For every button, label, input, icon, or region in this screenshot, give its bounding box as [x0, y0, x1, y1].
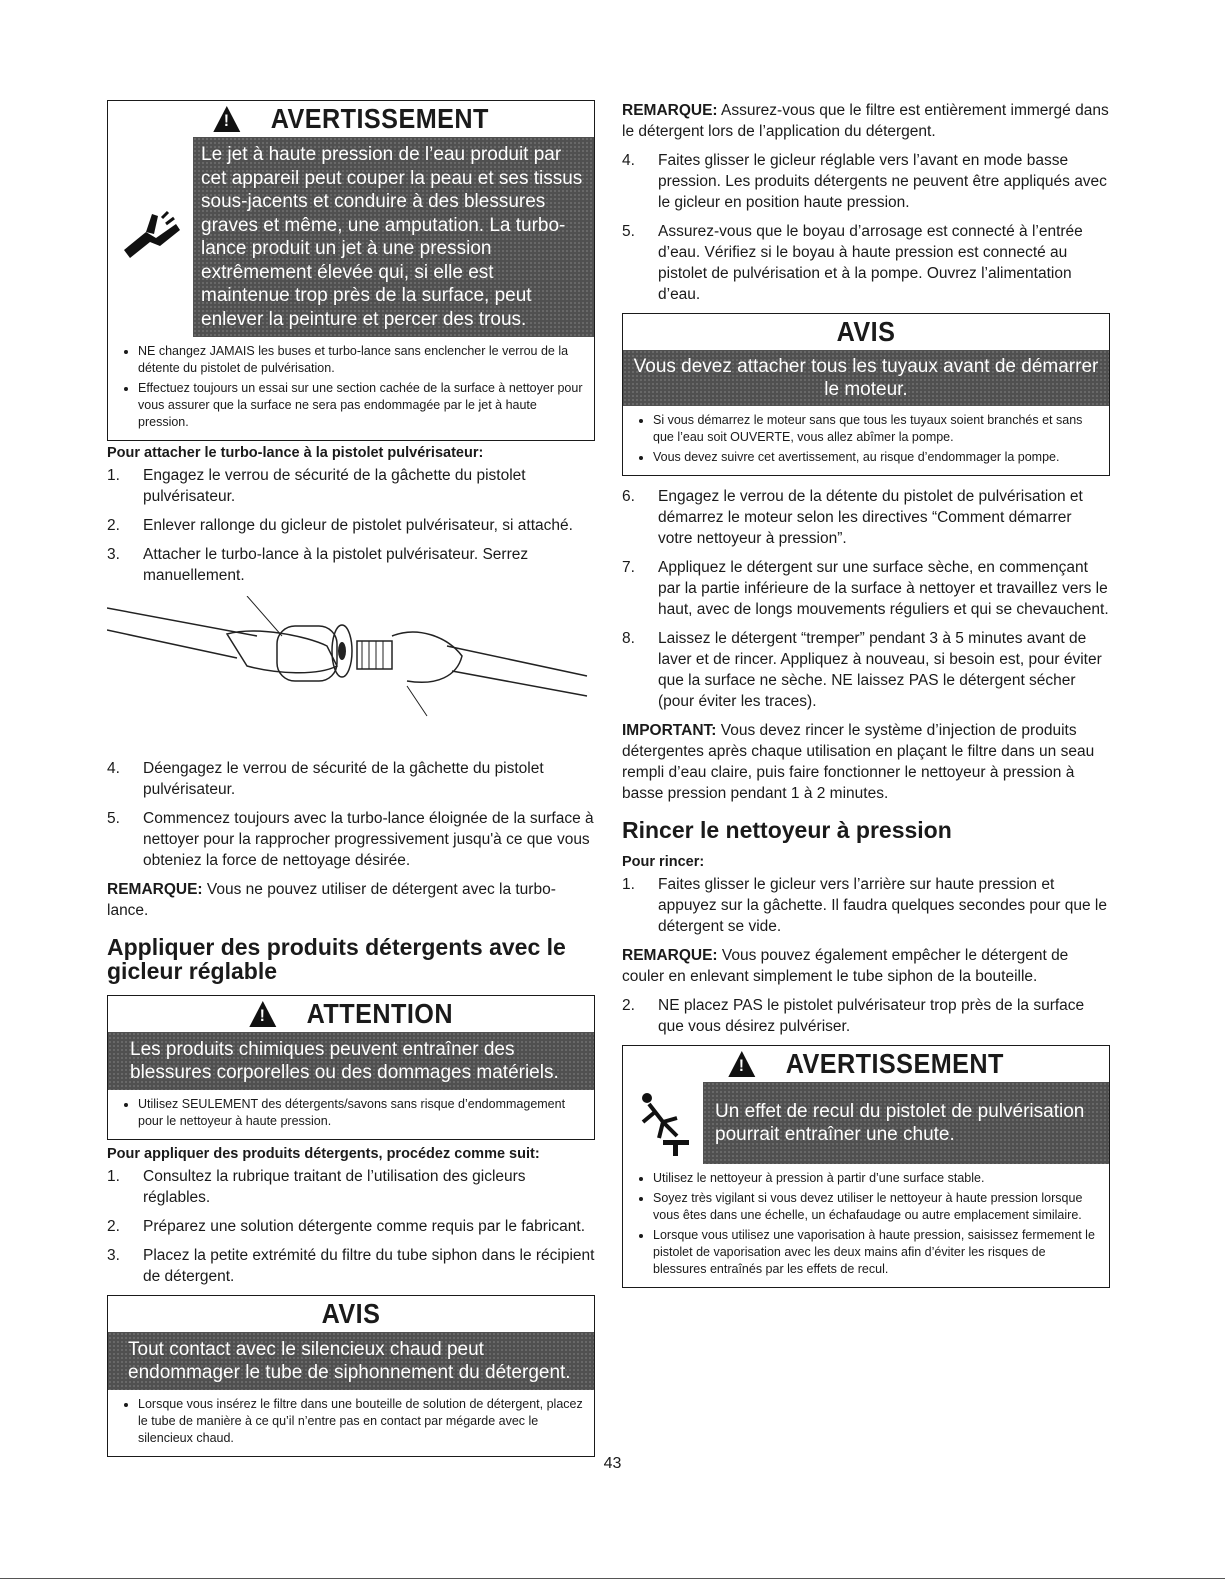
right-column — [622, 100, 1110, 1288]
rinse-steps — [622, 874, 1110, 937]
attention-title: ATTENTION — [306, 998, 453, 1029]
warning-bullet: • Effectuez toujours un essai sur une section cachée de la surface à nettoyer pour vous assurer que la surface ne sera pas endommagée par le jet à haute pression. — [138, 380, 584, 431]
avis-bullets — [108, 1390, 594, 1456]
rinse-steps-continued — [622, 995, 1110, 1037]
warning-box-injection — [107, 100, 595, 441]
remark-siphon: REMARQUE: Vous pouvez également empêcher le détergent de couler en enlevant simplement le tube siphon de la bouteille. — [622, 947, 1069, 985]
list-item: 5. Commencez toujours avec la turbo-lance éloignée de la surface à nettoyer pour la rapprocher progressivement jusqu'à ce que vous obteniez la force de nettoyage désirée. — [107, 810, 594, 869]
apply-heading: Pour appliquer des produits détergents, procédez comme suit: — [107, 1146, 540, 1162]
list-item: 2. NE placez PAS le pistolet pulvérisateur trop près de la surface que vous désirez pulvériser. — [622, 997, 1085, 1035]
avis-banner: Vous devez attacher tous les tuyaux avant de démarrer le moteur. — [623, 350, 1109, 406]
rinse-heading: Pour rincer: — [622, 854, 705, 870]
attention-bullet: • Utilisez SEULEMENT des détergents/savons sans risque d’endommagement pour le nettoyeur à haute pression. — [138, 1096, 584, 1130]
avis-header — [132, 1296, 569, 1332]
attention-bullets — [108, 1090, 594, 1139]
avis-title: AVIS — [321, 1298, 381, 1329]
turbo-lance-illustration — [107, 596, 595, 746]
warning-bullets — [623, 1164, 1109, 1287]
avis-bullet: • Lorsque vous insérez le filtre dans une bouteille de solution de détergent, placez le tube de manière à ce qu’il n’entre pas en contact par mégarde avec le silencieux chaud. — [138, 1396, 584, 1447]
warning-header — [647, 1046, 1084, 1082]
left-column — [107, 100, 595, 1457]
list-item: 4. Faites glisser le gicleur réglable vers l’avant en mode basse pression. Les produits détergents ne peuvent être appliqués avec le gicleur en position haute pression. — [622, 152, 1107, 211]
list-item: 1. Engagez le verrou de sécurité de la gâchette du pistolet pulvérisateur. — [107, 467, 526, 505]
warning-banner: Le jet à haute pression de l’eau produit par cet appareil peut couper la peau et ses tissus sous-jacents et conduire à des blessures graves et même, une amputation. La turbo-lance produit un jet à une pression extrêmement élevée qui, si elle est maintenue trop près de la surface, peut enlever la peinture et percer des trous. — [193, 137, 594, 337]
list-item: 4. Déengagez le verrou de sécurité de la gâchette du pistolet pulvérisateur. — [107, 760, 544, 798]
warning-box-recoil — [622, 1045, 1110, 1288]
list-item: 5. Assurez-vous que le boyau d’arrosage est connecté à l’entrée d’eau. Vérifiez si le boyau à haute pression est connecté au pistolet de pulvérisation et à la pompe. Ouvrez l’alimentation d’eau. — [622, 223, 1083, 303]
attention-header — [132, 996, 569, 1032]
warning-body — [108, 137, 594, 337]
detergent-steps — [622, 150, 1110, 305]
warning-title: AVERTISSEMENT — [270, 103, 489, 134]
warning-bullets — [108, 337, 594, 440]
list-item: 3. Placez la petite extrémité du filtre du tube siphon dans le récipient de détergent. — [107, 1247, 595, 1285]
warning-banner: Un effet de recul du pistolet de pulvérisation pourrait entraîner une chute. — [703, 1082, 1109, 1164]
attention-box — [107, 995, 595, 1140]
apply-steps — [107, 1166, 595, 1287]
warning-bullet: • Lorsque vous utilisez une vaporisation à haute pression, saisissez fermement le pistolet de vaporisation avec les deux mains afin d’éviter les risques de blessures entraînés par les effets de recul. — [653, 1227, 1099, 1278]
page-number: 43 — [603, 1455, 622, 1472]
list-item: 6. Engagez le verrou de la détente du pistolet de pulvérisation et démarrez le moteur selon les directives “Comment démarrer votre nettoyeur à pression”. — [622, 488, 1083, 547]
avis-box-muffler — [107, 1295, 595, 1457]
warning-body — [623, 1082, 1109, 1164]
warning-bullet: • NE changez JAMAIS les buses et turbo-lance sans enclencher le verrou de la détente du pistolet de pulvérisation. — [138, 343, 584, 377]
warning-title: AVERTISSEMENT — [785, 1048, 1004, 1079]
attach-heading: Pour attacher le turbo-lance à la pistolet pulvérisateur: — [107, 445, 484, 461]
avis-bullets — [623, 406, 1109, 475]
list-item: 7. Appliquez le détergent sur une surface sèche, en commençant par la partie inférieure de la surface à nettoyer et travaillez vers le haut, avec de longs mouvements réguliers et qui se chevauchent. — [622, 559, 1109, 618]
avis-box-hoses — [622, 313, 1110, 476]
section-title-rinse: Rincer le nettoyeur à pression — [622, 817, 952, 843]
remark-turbo: REMARQUE: Vous ne pouvez utiliser de détergent avec la turbo-lance. — [107, 881, 556, 919]
section-title-detergent: Appliquer des produits détergents avec le gicleur réglable — [107, 934, 566, 984]
warning-bullet: • Utilisez le nettoyeur à pression à partir d’une surface stable. — [653, 1170, 1099, 1187]
avis-header — [647, 314, 1084, 350]
avis-bullet: • Si vous démarrez le moteur sans que tous les tuyaux soient branchés et sans que l’eau soit OUVERTE, vous allez abîmer la pompe. — [653, 412, 1099, 446]
warning-triangle-icon — [249, 1001, 276, 1027]
detergent-steps-continued — [622, 486, 1110, 712]
warning-triangle-icon — [213, 106, 240, 132]
attach-steps — [107, 465, 595, 586]
remark-filter: REMARQUE: Assurez-vous que le filtre est entièrement immergé dans le détergent lors de l’application du détergent. — [622, 102, 1109, 140]
avis-bullet: • Vous devez suivre cet avertissement, au risque d’endommager la pompe. — [653, 449, 1099, 466]
attention-banner: Les produits chimiques peuvent entraîner des blessures corporelles ou des dommages matériels. — [108, 1032, 594, 1090]
warning-triangle-icon — [728, 1051, 755, 1077]
fall-hazard-icon — [623, 1082, 703, 1164]
important-note: IMPORTANT: Vous devez rincer le système d’injection de produits détergentes après chaque utilisation en plaçant le filtre dans un seau rempli d’eau claire, puis faire fonctionner le nettoyeur à pression à basse pression pendant 1 à 2 minutes. — [622, 722, 1095, 802]
cut-hand-hazard-icon — [108, 137, 193, 337]
warning-header — [132, 101, 569, 137]
list-item: 2. Enlever rallonge du gicleur de pistolet pulvérisateur, si attaché. — [107, 517, 573, 534]
list-item: 1. Faites glisser le gicleur vers l’arrière sur haute pression et appuyez sur la gâchette. Il faudra quelques secondes pour que le détergent se vide. — [622, 876, 1107, 935]
bottom-rule — [0, 1578, 1225, 1579]
list-item: 3. Attacher le turbo-lance à la pistolet pulvérisateur. Serrez manuellement. — [107, 546, 529, 584]
attach-steps-continued — [107, 758, 595, 871]
list-item: 2. Préparez une solution détergente comme requis par le fabricant. — [107, 1218, 585, 1235]
warning-bullet: • Soyez très vigilant si vous devez utiliser le nettoyeur à haute pression lorsque vous êtes dans une échelle, un échafaudage ou autre emplacement similaire. — [653, 1190, 1099, 1224]
avis-banner: Tout contact avec le silencieux chaud peut endommager le tube de siphonnement du détergent. — [108, 1332, 594, 1390]
list-item: 1. Consultez la rubrique traitant de l’utilisation des gicleurs réglables. — [107, 1168, 526, 1206]
list-item: 8. Laissez le détergent “tremper” pendant 3 à 5 minutes avant de laver et de rincer. Appliquez à nouveau, si besoin est, pour éviter que la surface ne sèche. NE laissez PAS le détergent sécher (pour éviter les traces). — [622, 630, 1102, 710]
avis-title: AVIS — [836, 316, 896, 347]
